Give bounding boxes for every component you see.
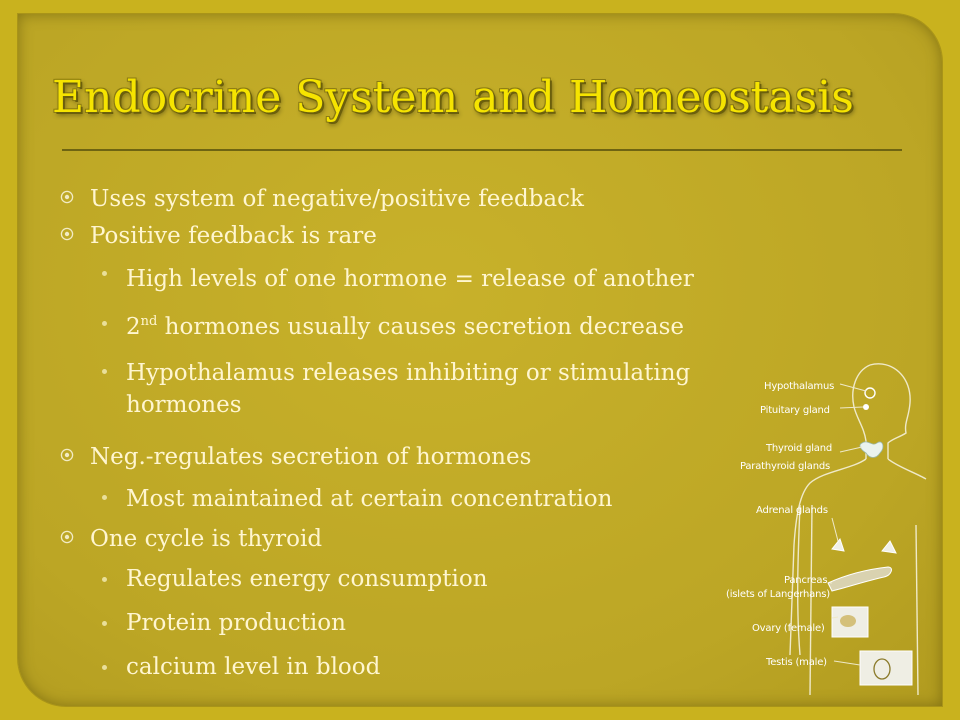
label-pituitary-gland: Pituitary gland — [760, 405, 830, 416]
adrenal-gland-right-icon — [882, 541, 896, 553]
label-adrenal-glands: Adrenal glands — [756, 505, 828, 516]
circled-dot-bullet-icon — [60, 448, 74, 462]
endocrine-glands-illustration — [720, 355, 930, 705]
label-ovary: Ovary (female) — [752, 623, 825, 634]
title-divider — [62, 149, 902, 151]
label-testis: Testis (male) — [766, 657, 827, 668]
thyroid-gland-icon — [860, 442, 883, 458]
circled-dot-bullet-icon — [60, 227, 74, 241]
bullet-text: Most maintained at certain concentration — [126, 486, 613, 512]
bullet-text: hormones usually causes secretion decrease — [157, 314, 685, 340]
label-pancreas: Pancreas — [784, 575, 828, 586]
label-hypothalamus: Hypothalamus — [764, 381, 835, 392]
pancreas-icon — [828, 567, 891, 591]
sub-bullet-item — [60, 257, 860, 307]
dot-bullet-icon — [102, 577, 107, 582]
label-islets-of-langerhans: (islets of Langerhans) — [726, 589, 830, 600]
bullet-text: Regulates energy consumption — [126, 566, 488, 592]
testis-inset — [860, 651, 912, 685]
circled-dot-bullet-icon — [60, 530, 74, 544]
bullet-text: Protein production — [126, 610, 346, 636]
ordinal-suffix: nd — [140, 314, 158, 329]
bullet-text: Neg.-regulates secretion of hormones — [90, 444, 532, 470]
pituitary-gland-icon — [863, 404, 869, 410]
hypothalamus-gland-icon — [865, 388, 875, 398]
slide-title: Endocrine System and Homeostasis — [52, 72, 854, 123]
bullet-text: Uses system of negative/positive feedback — [90, 186, 584, 212]
dot-bullet-icon — [102, 369, 107, 374]
bullet-text: calcium level in blood — [126, 654, 381, 680]
dot-bullet-icon — [102, 621, 107, 626]
dot-bullet-icon — [102, 271, 107, 276]
dot-bullet-icon — [102, 665, 107, 670]
bullet-text: One cycle is thyroid — [90, 526, 323, 552]
bullet-item — [60, 183, 860, 220]
bullet-text-prefix: 2 — [126, 314, 141, 340]
bullet-text-line2: hormones — [126, 392, 242, 418]
bullet-text-line1: Hypothalamus releases inhibiting or stimulating — [126, 360, 691, 386]
ovary-icon — [840, 615, 856, 627]
bullet-text: High levels of one hormone = release of another — [126, 266, 694, 292]
label-thyroid-gland: Thyroid gland — [766, 443, 833, 454]
label-parathyroid-glands: Parathyroid glands — [740, 461, 830, 472]
dot-bullet-icon — [102, 321, 107, 326]
bullet-text: Positive feedback is rare — [90, 223, 377, 249]
circled-dot-bullet-icon — [60, 190, 74, 204]
dot-bullet-icon — [102, 495, 107, 500]
sub-bullet-item — [60, 307, 860, 355]
bullet-item — [60, 220, 860, 257]
